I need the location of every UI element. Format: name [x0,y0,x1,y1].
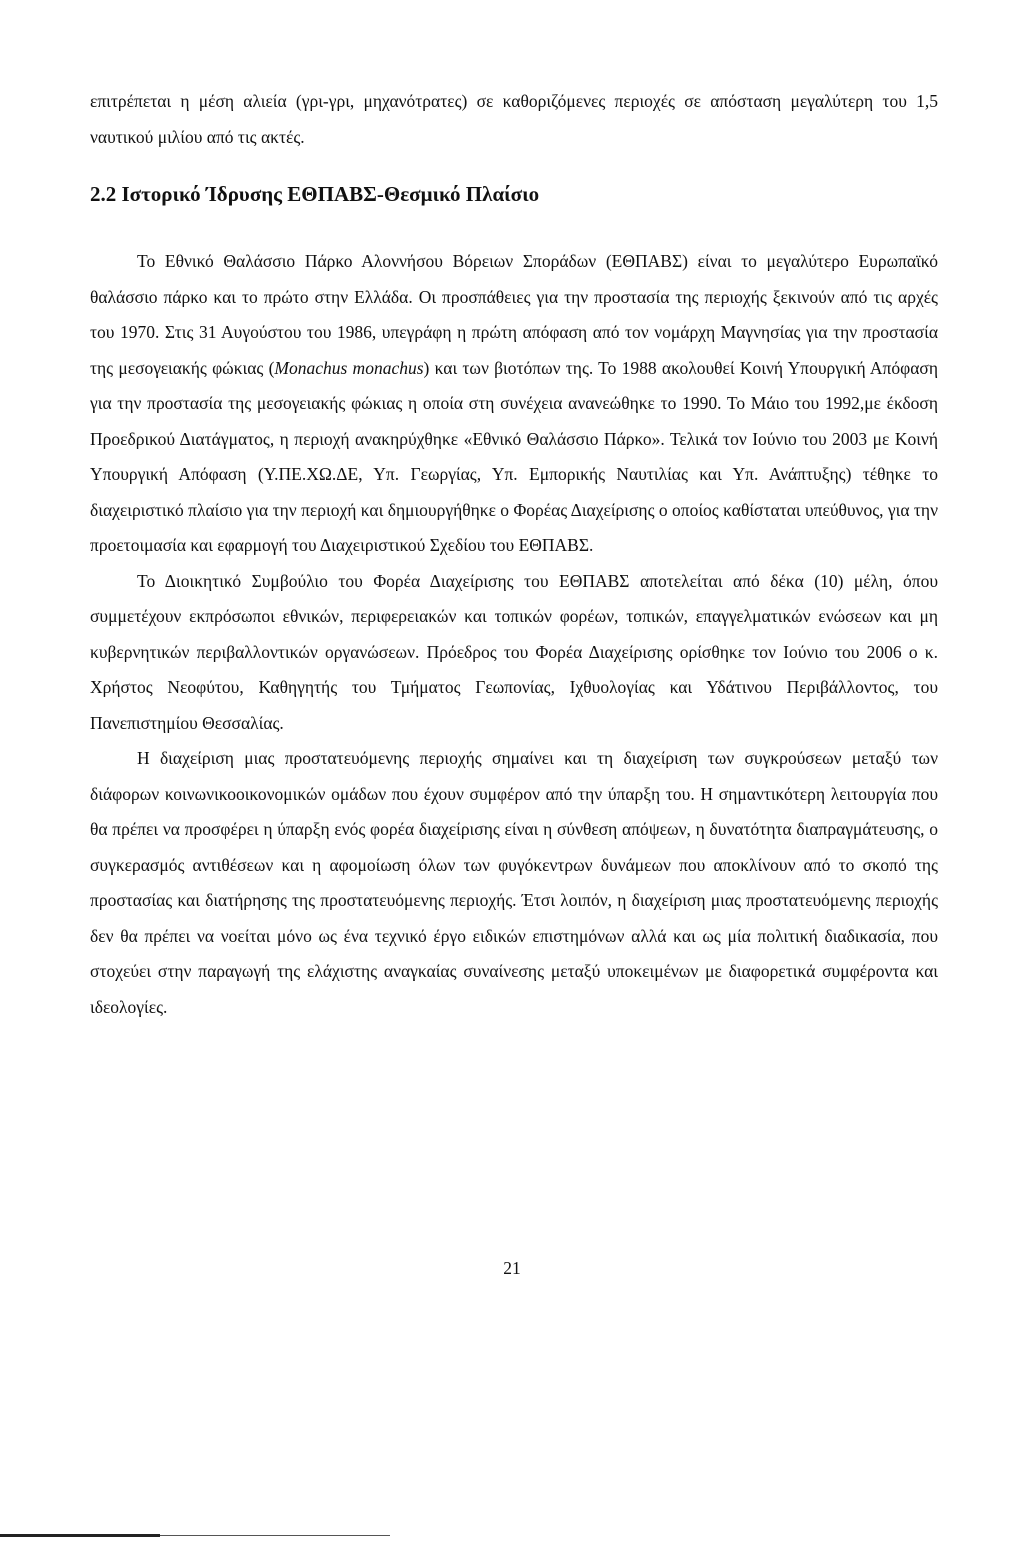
species-name-italic: Monachus monachus [274,357,424,378]
page-number: 21 [503,1258,521,1278]
paragraph-history-part2: ) και των βιοτόπων της. Το 1988 ακολουθεί Κοινή Υπουργική Απόφαση για την προστασία της μεσογειακής φώκιας η οποία στη συνέχεια ανανεώθηκε το 1990. Το Μάιο του 1992,με έκδοση Προεδρικού Διατάγματος, η περιοχή ανακηρύχθηκε «Εθνικό Θαλάσσιο Πάρκο». Τελικά τον Ιούνιο του 2003 με Κοινή Υπουργική Απόφαση (Υ.ΠΕ.ΧΩ.ΔΕ, Υπ. Γεωργίας, Υπ. Εμπορικής Ναυτιλίας και Υπ. Ανάπτυξης) τέθηκε το διαχειριστικό πλαίσιο για την περιοχή και δημιουργήθηκε ο Φορέας Διαχείρισης ο οποίος καθίσταται υπεύθυνος, για την προετοιμασία και εφαρμογή του Διαχειριστικού Σχεδίου του ΕΘΠΑΒΣ. [90,357,938,555]
paragraph-history-part1: Το Εθνικό Θαλάσσιο Πάρκο Αλοννήσου Βόρειων Σποράδων (ΕΘΠΑΒΣ) είναι το μεγαλύτερο Ευρωπαϊκό θαλάσσιο πάρκο και το πρώτο στην Ελλάδα. Οι προσπάθειες για την προστασία της περιοχής ξεκινούν από τις αρχές του 1970. Στις 31 Αυγούστου του 1986, υπεγράφη η πρώτη απόφαση από τον νομάρχη Μαγνησίας για την προστασία της μεσογειακής φώκιας ( [90,251,938,378]
paragraph-management: Η διαχείριση μιας προστατευόμενης περιοχής σημαίνει και τη διαχείριση των συγκρούσεων μεταξύ των διάφορων κοινωνικοοικονομικών ομάδων που έχουν συμφέρον από την ύπαρξη του. Η σημαντικότερη λειτουργία που θα πρέπει να προσφέρει η ύπαρξη ενός φορέα διαχείρισης είναι η σύνθεση απόψεων, η δυνατότητα διαπραγμάτευσης, ο συγκερασμός αντιθέσεων και η αφομοίωση όλων των φυγόκεντρων δυνάμεων που αποκλίνουν από το σκοπό της προστασίας και διατήρησης της προστατευόμενης περιοχής. Έτσι λοιπόν, η διαχείριση μιας προστατευόμενης περιοχής δεν θα πρέπει να νοείται μόνο ως ένα τεχνικό έργο ειδικών επιστημόνων αλλά και ως μία πολιτική διαδικασία, που στοχεύει στην παραγωγή της ελάχιστης αναγκαίας συναίνεσης μεταξύ υποκειμένων με διαφορετικά συμφέροντα και ιδεολογίες. [90,748,938,1017]
section-heading: 2.2 Ιστορικό Ίδρυσης ΕΘΠΑΒΣ-Θεσμικό Πλαίσιο [90,182,540,206]
scan-artifact-line [0,1534,160,1537]
paragraph-board: Το Διοικητικό Συμβούλιο του Φορέα Διαχείρισης του ΕΘΠΑΒΣ αποτελείται από δέκα (10) μέλη, όπου συμμετέχουν εκπρόσωποι εθνικών, περιφερειακών και τοπικών φορέων, τοπικών, επαγγελματικών ενώσεων και μη κυβερνητικών περιβαλλοντικών οργανώσεων. Πρόεδρος του Φορέα Διαχείρισης ορίσθηκε τον Ιούνιο του 2006 ο κ. Χρήστος Νεοφύτου, Καθηγητής του Τμήματος Γεωπονίας, Ιχθυολογίας και Υδάτινου Περιβάλλοντος, του Πανεπιστημίου Θεσσαλίας. [90,570,938,733]
intro-paragraph-block [90,84,938,155]
paragraph-history [90,244,938,564]
main-text-block [90,244,938,1025]
scan-artifact-line-thin [160,1535,390,1536]
intro-paragraph: επιτρέπεται η μέση αλιεία (γρι-γρι, μηχανότρατες) σε καθοριζόμενες περιοχές σε απόσταση μεγαλύτερη του 1,5 ναυτικού μιλίου από τις ακτές. [90,91,938,147]
